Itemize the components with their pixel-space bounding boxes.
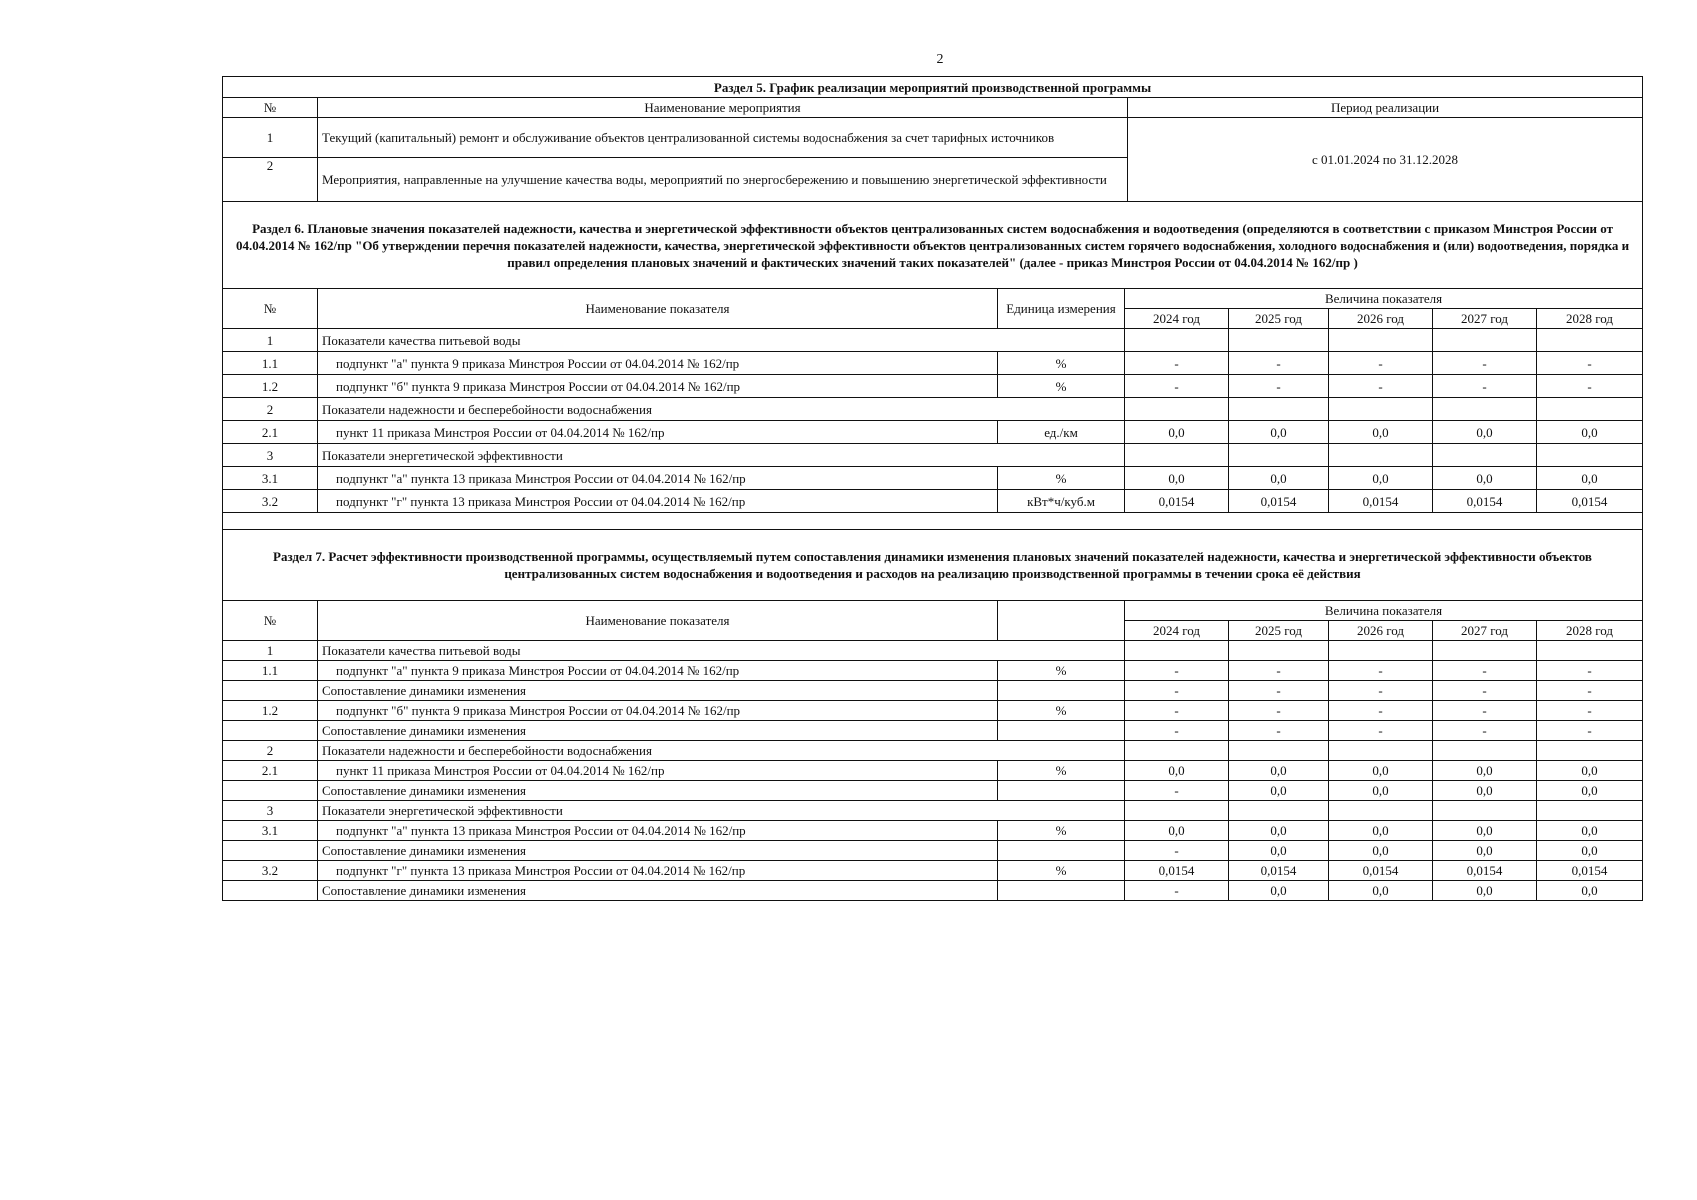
empty-cell (1229, 641, 1329, 661)
value-cell: - (1433, 375, 1537, 398)
value-cell: 0,0 (1433, 821, 1537, 841)
empty-cell (1537, 444, 1643, 467)
indicator-name: Показатели энергетической эффективности (318, 801, 1125, 821)
value-cell: 0,0 (1433, 781, 1537, 801)
s5-header-name: Наименование мероприятия (318, 98, 1128, 118)
value-cell: 0,0 (1433, 761, 1537, 781)
empty-cell (1433, 641, 1537, 661)
s6-header-num: № (223, 289, 318, 329)
empty-cell (1329, 801, 1433, 821)
table-row (223, 421, 1643, 444)
value-cell: 0,0 (1537, 421, 1643, 444)
value-cell: - (1433, 721, 1537, 741)
value-cell: 0,0 (1329, 821, 1433, 841)
group-row (223, 444, 1643, 467)
row-number (223, 721, 318, 741)
empty-cell (1329, 641, 1433, 661)
value-cell: 0,0 (1433, 421, 1537, 444)
s5-row1-num: 1 (223, 118, 318, 158)
empty-cell (1125, 641, 1229, 661)
value-cell: - (1537, 375, 1643, 398)
indicator-name: Показатели надежности и бесперебойности водоснабжения (318, 741, 1125, 761)
value-cell: 0,0 (1229, 761, 1329, 781)
unit-cell: % (998, 375, 1125, 398)
row-number: 2 (223, 398, 318, 421)
section6-title: Раздел 6. Плановые значения показателей надежности, качества и энергетической эффективности объектов централизованных систем водоснабжения и водоотведения (определяются в соответствии с приказом Минстроя России от 04.04.2014 № 162/пр "Об утверждении перечня показателей надежности, качества, энергетической эффективности объектов централизованных систем горячего водоснабжения, холодного водоснабжения и (или) водоотведения, порядка и правил определения плановых значений и фактических значений таких показателей" (далее - приказ Минстроя России от 04.04.2014 № 162/пр ) (223, 202, 1643, 289)
row-number: 1 (223, 641, 318, 661)
value-cell: - (1537, 352, 1643, 375)
indicator-name: подпункт "б" пункта 9 приказа Минстроя России от 04.04.2014 № 162/пр (318, 375, 998, 398)
value-cell: 0,0 (1433, 467, 1537, 490)
s6-year-2028: 2028 год (1537, 309, 1643, 329)
table-row (223, 490, 1643, 513)
empty-cell (1329, 398, 1433, 421)
table-row (223, 701, 1643, 721)
value-cell: - (1229, 661, 1329, 681)
s7-header-num: № (223, 601, 318, 641)
s6-year-2026: 2026 год (1329, 309, 1433, 329)
value-cell: 0,0 (1329, 467, 1433, 490)
s6-empty-row (223, 513, 1643, 530)
row-number (223, 781, 318, 801)
value-cell: 0,0154 (1329, 490, 1433, 513)
s5-row2-name: Мероприятия, направленные на улучшение качества воды, мероприятий по энергосбережению и повышению энергетической эффективности (318, 158, 1128, 202)
value-cell: 0,0154 (1229, 490, 1329, 513)
value-cell: 0,0 (1329, 761, 1433, 781)
value-cell: - (1329, 375, 1433, 398)
empty-cell (1125, 398, 1229, 421)
indicator-name: Сопоставление динамики изменения (318, 841, 998, 861)
value-cell: 0,0154 (1125, 861, 1229, 881)
value-cell: - (1125, 881, 1229, 901)
empty-cell (1537, 398, 1643, 421)
section7-title: Раздел 7. Расчет эффективности производственной программы, осуществляемый путем сопоставления динамики изменения плановых значений показателей надежности, качества и энергетической эффективности объектов централизованных систем водоснабжения и водоотведения и расходов на реализацию производственной программы в течении срока её действия (223, 530, 1643, 601)
empty-cell (1537, 801, 1643, 821)
table-row (223, 375, 1643, 398)
unit-cell (998, 781, 1125, 801)
empty-cell (1125, 329, 1229, 352)
value-cell: 0,0 (1229, 421, 1329, 444)
row-number: 1.1 (223, 661, 318, 681)
table-row (223, 821, 1643, 841)
unit-cell: кВт*ч/куб.м (998, 490, 1125, 513)
group-row (223, 329, 1643, 352)
section6-table (222, 201, 1643, 530)
comparison-row (223, 841, 1643, 861)
value-cell: - (1433, 661, 1537, 681)
group-row (223, 741, 1643, 761)
value-cell: 0,0 (1125, 421, 1229, 444)
comparison-row (223, 681, 1643, 701)
indicator-name: Сопоставление динамики изменения (318, 721, 998, 741)
value-cell: 0,0 (1433, 841, 1537, 861)
value-cell: - (1433, 701, 1537, 721)
empty-cell (1329, 329, 1433, 352)
row-number: 2 (223, 741, 318, 761)
table-row (223, 761, 1643, 781)
value-cell: 0,0 (1537, 821, 1643, 841)
row-number: 2.1 (223, 421, 318, 444)
indicator-name: Показатели качества питьевой воды (318, 329, 1125, 352)
value-cell: 0,0 (1229, 821, 1329, 841)
value-cell: 0,0 (1125, 467, 1229, 490)
value-cell: - (1329, 721, 1433, 741)
s7-header-unit (998, 601, 1125, 641)
row-number: 2.1 (223, 761, 318, 781)
value-cell: - (1537, 661, 1643, 681)
comparison-row (223, 721, 1643, 741)
indicator-name: подпункт "а" пункта 13 приказа Минстроя России от 04.04.2014 № 162/пр (318, 821, 998, 841)
s6-year-2025: 2025 год (1229, 309, 1329, 329)
indicator-name: Сопоставление динамики изменения (318, 681, 998, 701)
s7-year-2028: 2028 год (1537, 621, 1643, 641)
s5-header-num: № (223, 98, 318, 118)
s5-row2-num: 2 (223, 158, 318, 202)
s6-header-name: Наименование показателя (318, 289, 998, 329)
value-cell: 0,0 (1125, 821, 1229, 841)
value-cell: 0,0154 (1329, 861, 1433, 881)
empty-cell (1433, 444, 1537, 467)
value-cell: - (1229, 721, 1329, 741)
unit-cell: % (998, 821, 1125, 841)
value-cell: - (1537, 701, 1643, 721)
indicator-name: Показатели надежности и бесперебойности водоснабжения (318, 398, 1125, 421)
table-row (223, 352, 1643, 375)
empty-cell (1125, 741, 1229, 761)
row-number: 3 (223, 801, 318, 821)
row-number (223, 881, 318, 901)
value-cell: 0,0 (1329, 781, 1433, 801)
unit-cell: % (998, 661, 1125, 681)
value-cell: 0,0 (1537, 841, 1643, 861)
value-cell: - (1537, 721, 1643, 741)
value-cell: 0,0154 (1125, 490, 1229, 513)
row-number: 1 (223, 329, 318, 352)
indicator-name: пункт 11 приказа Минстроя России от 04.04.2014 № 162/пр (318, 761, 998, 781)
value-cell: 0,0154 (1537, 861, 1643, 881)
row-number: 1.2 (223, 701, 318, 721)
s5-row1-name: Текущий (капитальный) ремонт и обслуживание объектов централизованной системы водоснабжения за счет тарифных источников (318, 118, 1128, 158)
unit-cell (998, 841, 1125, 861)
value-cell: - (1125, 781, 1229, 801)
value-cell: 0,0 (1329, 421, 1433, 444)
row-number: 3.2 (223, 861, 318, 881)
unit-cell: % (998, 352, 1125, 375)
value-cell: 0,0 (1537, 881, 1643, 901)
value-cell: 0,0154 (1433, 861, 1537, 881)
row-number: 3.1 (223, 821, 318, 841)
value-cell: - (1125, 375, 1229, 398)
unit-cell (998, 881, 1125, 901)
s6-header-unit: Единица измерения (998, 289, 1125, 329)
unit-cell (998, 721, 1125, 741)
value-cell: 0,0 (1229, 781, 1329, 801)
indicator-name: Сопоставление динамики изменения (318, 781, 998, 801)
value-cell: - (1125, 721, 1229, 741)
value-cell: 0,0 (1537, 781, 1643, 801)
indicator-name: Показатели качества питьевой воды (318, 641, 1125, 661)
group-row (223, 801, 1643, 821)
row-number: 3 (223, 444, 318, 467)
value-cell: 0,0 (1433, 881, 1537, 901)
indicator-name: подпункт "б" пункта 9 приказа Минстроя России от 04.04.2014 № 162/пр (318, 701, 998, 721)
empty-cell (1229, 801, 1329, 821)
value-cell: - (1329, 701, 1433, 721)
indicator-name: пункт 11 приказа Минстроя России от 04.04.2014 № 162/пр (318, 421, 998, 444)
value-cell: - (1329, 681, 1433, 701)
indicator-name: Сопоставление динамики изменения (318, 881, 998, 901)
empty-cell (1433, 801, 1537, 821)
value-cell: - (1329, 661, 1433, 681)
s6-year-2027: 2027 год (1433, 309, 1537, 329)
empty-cell (1329, 741, 1433, 761)
empty-cell (1229, 329, 1329, 352)
value-cell: - (1125, 661, 1229, 681)
row-number (223, 681, 318, 701)
value-cell: - (1125, 352, 1229, 375)
value-cell: 0,0 (1537, 467, 1643, 490)
document-sheet (222, 76, 1642, 901)
empty-cell (1125, 444, 1229, 467)
value-cell: - (1125, 681, 1229, 701)
value-cell: 0,0154 (1537, 490, 1643, 513)
table-row (223, 861, 1643, 881)
comparison-row (223, 881, 1643, 901)
indicator-name: подпункт "г" пункта 13 приказа Минстроя России от 04.04.2014 № 162/пр (318, 861, 998, 881)
value-cell: 0,0154 (1229, 861, 1329, 881)
value-cell: - (1229, 375, 1329, 398)
empty-cell (1433, 741, 1537, 761)
empty-cell (1537, 329, 1643, 352)
value-cell: 0,0154 (1433, 490, 1537, 513)
s6-header-value: Величина показателя (1125, 289, 1643, 309)
page-number: 2 (936, 52, 944, 67)
value-cell: 0,0 (1329, 841, 1433, 861)
s7-header-value: Величина показателя (1125, 601, 1643, 621)
s5-header-period: Период реализации (1128, 98, 1643, 118)
value-cell: 0,0 (1537, 761, 1643, 781)
table-row (223, 661, 1643, 681)
indicator-name: Показатели энергетической эффективности (318, 444, 1125, 467)
value-cell: - (1537, 681, 1643, 701)
value-cell: - (1329, 352, 1433, 375)
table-row (223, 467, 1643, 490)
value-cell: - (1125, 701, 1229, 721)
value-cell: - (1229, 681, 1329, 701)
value-cell: - (1229, 352, 1329, 375)
empty-cell (1433, 398, 1537, 421)
group-row (223, 398, 1643, 421)
unit-cell (998, 681, 1125, 701)
unit-cell: % (998, 701, 1125, 721)
row-number: 1.2 (223, 375, 318, 398)
unit-cell: % (998, 761, 1125, 781)
s7-year-2025: 2025 год (1229, 621, 1329, 641)
value-cell: 0,0 (1229, 881, 1329, 901)
indicator-name: подпункт "а" пункта 9 приказа Минстроя России от 04.04.2014 № 162/пр (318, 352, 998, 375)
value-cell: - (1433, 681, 1537, 701)
empty-cell (1433, 329, 1537, 352)
value-cell: - (1229, 701, 1329, 721)
row-number: 3.1 (223, 467, 318, 490)
group-row (223, 641, 1643, 661)
indicator-name: подпункт "г" пункта 13 приказа Минстроя России от 04.04.2014 № 162/пр (318, 490, 998, 513)
unit-cell: % (998, 467, 1125, 490)
empty-cell (1537, 641, 1643, 661)
value-cell: 0,0 (1329, 881, 1433, 901)
value-cell: 0,0 (1229, 467, 1329, 490)
section5-table (222, 76, 1643, 202)
value-cell: - (1433, 352, 1537, 375)
unit-cell: ед./км (998, 421, 1125, 444)
s7-year-2026: 2026 год (1329, 621, 1433, 641)
row-number: 3.2 (223, 490, 318, 513)
value-cell: - (1125, 841, 1229, 861)
value-cell: 0,0 (1125, 761, 1229, 781)
row-number (223, 841, 318, 861)
unit-cell: % (998, 861, 1125, 881)
empty-cell (1229, 398, 1329, 421)
comparison-row (223, 781, 1643, 801)
empty-cell (1537, 741, 1643, 761)
s7-year-2024: 2024 год (1125, 621, 1229, 641)
empty-cell (1125, 801, 1229, 821)
section7-table (222, 529, 1643, 901)
indicator-name: подпункт "а" пункта 9 приказа Минстроя России от 04.04.2014 № 162/пр (318, 661, 998, 681)
s6-year-2024: 2024 год (1125, 309, 1229, 329)
value-cell: 0,0 (1229, 841, 1329, 861)
s7-year-2027: 2027 год (1433, 621, 1537, 641)
section5-title: Раздел 5. График реализации мероприятий производственной программы (223, 77, 1643, 98)
s7-header-name: Наименование показателя (318, 601, 998, 641)
s5-period-value: с 01.01.2024 по 31.12.2028 (1128, 118, 1643, 202)
empty-cell (1329, 444, 1433, 467)
empty-cell (1229, 741, 1329, 761)
indicator-name: подпункт "а" пункта 13 приказа Минстроя России от 04.04.2014 № 162/пр (318, 467, 998, 490)
empty-cell (1229, 444, 1329, 467)
row-number: 1.1 (223, 352, 318, 375)
